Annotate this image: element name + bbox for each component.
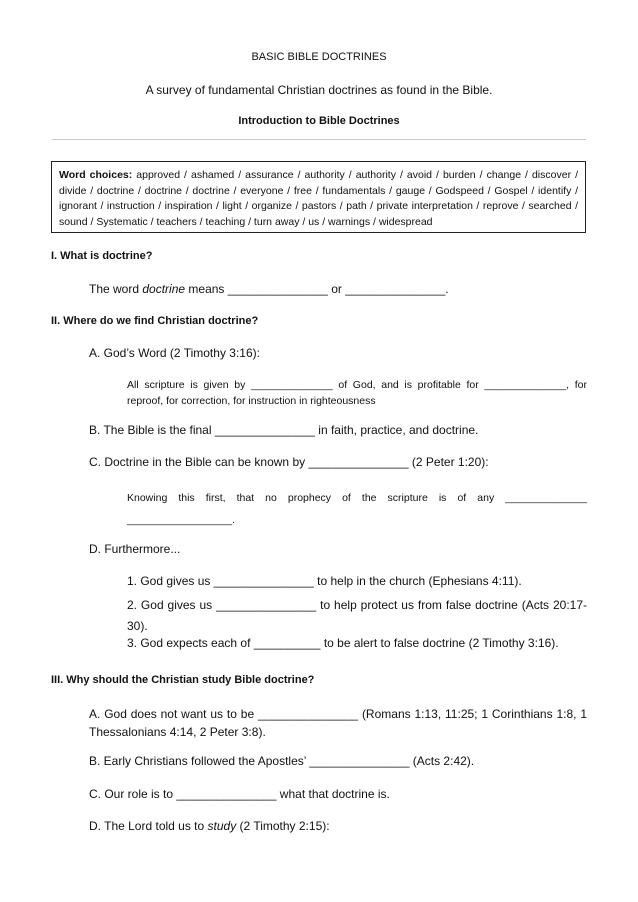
document-title: BASIC BIBLE DOCTRINES <box>251 51 387 63</box>
section-2-quote-a: All scripture is given by ______________ of God, and is profitable for ______________, for reproof, for correction, for instruction in righteousness <box>127 379 587 407</box>
definition-line-emphasis: doctrine <box>142 282 186 296</box>
section-3-heading: III. Why should the Christian study Bible doctrine? <box>51 674 315 686</box>
section-2-item-a: A. God’s Word (2 Timothy 3:16): <box>89 346 260 360</box>
section-3-item-c: C. Our role is to _______________ what that doctrine is. <box>89 787 390 801</box>
word-choices-text <box>59 168 578 230</box>
section-2-item-d1: 1. God gives us _______________ to help in the church (Ephesians 4:11). <box>127 574 522 588</box>
section-3-item-d <box>89 819 330 833</box>
definition-line-pre: The word <box>89 282 143 296</box>
word-choices-list: approved / ashamed / assurance / authority / authority / avoid / burden / change / discover / divide / doctrine / doctrine / doctrine / everyone / free / fundamentals / gauge / Godspeed / Gospel / identify / ignorant / instruction / inspiration / light / organize / pastors / path / private interpretation / reprove / searched / sound / Systematic / teachers / teaching / turn away / us / warnings / widespread <box>59 169 578 228</box>
section-2-item-b: B. The Bible is the final _______________ in faith, practice, and doctrine. <box>89 423 479 437</box>
document-subtitle: A survey of fundamental Christian doctrines as found in the Bible. <box>145 83 493 97</box>
section-2-item-d: D. Furthermore... <box>89 542 181 556</box>
section-2-item-c: C. Doctrine in the Bible can be known by _______________ (2 Peter 1:20): <box>89 455 489 469</box>
item-d-post: (2 Timothy 2:15): <box>236 819 330 833</box>
item-d-emphasis: study <box>207 819 237 833</box>
section-3-item-b: B. Early Christians followed the Apostles’ _______________ (Acts 2:42). <box>89 754 475 768</box>
section-1-heading: I. What is doctrine? <box>51 250 153 262</box>
section-2-item-d3: 3. God expects each of __________ to be alert to false doctrine (2 Timothy 3:16). <box>127 636 559 650</box>
definition-line-post: means _______________ or _______________. <box>185 282 449 296</box>
title-divider <box>52 139 586 140</box>
section-2-quote-c: Knowing this first, that no prophecy of the scripture is of any ______________ __________________. <box>127 492 587 526</box>
section-2-heading: II. Where do we find Christian doctrine? <box>51 315 259 327</box>
item-d-pre: D. The Lord told us to <box>89 819 208 833</box>
section-title: Introduction to Bible Doctrines <box>238 115 400 127</box>
word-choices-box <box>51 161 586 233</box>
section-2-item-d2: 2. God gives us _______________ to help protect us from false doctrine (Acts 20:17-30). <box>127 598 587 633</box>
section-3-item-a: A. God does not want us to be _______________ (Romans 1:13, 11:25; 1 Corinthians 1:8, 1 Thessalonians 4:14, 2 Peter 3:8). <box>89 707 587 739</box>
word-choices-label: Word choices: <box>59 169 133 181</box>
section-1-definition-line <box>89 282 449 296</box>
